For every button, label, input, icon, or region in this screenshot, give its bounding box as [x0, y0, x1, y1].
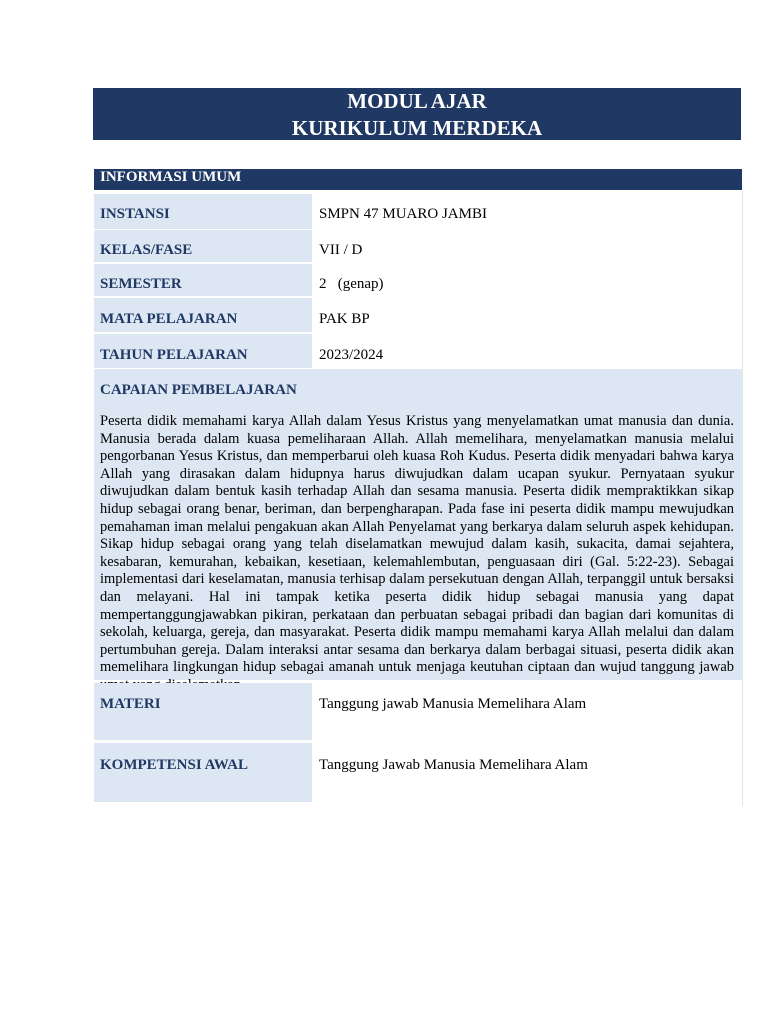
- info-row-tahun: [94, 334, 742, 368]
- kelas-label: KELAS/FASE: [94, 230, 312, 262]
- instansi-value: SMPN 47 MUARO JAMBI: [313, 194, 742, 229]
- kelas-value: VII / D: [313, 230, 742, 262]
- document-title-banner: [93, 88, 741, 140]
- semester-value: 2 (genap): [313, 264, 742, 296]
- kompetensi-label: KOMPETENSI AWAL: [94, 743, 312, 802]
- capaian-row: [94, 369, 742, 680]
- mapel-value: PAK BP: [313, 298, 742, 332]
- capaian-cell: [94, 369, 742, 680]
- table-right-border: [742, 190, 743, 806]
- info-row-mapel: [94, 298, 742, 332]
- kompetensi-row: [94, 743, 742, 802]
- tahun-value: 2023/2024: [313, 334, 742, 368]
- info-row-semester: [94, 264, 742, 296]
- info-row-kelas: [94, 230, 742, 262]
- kompetensi-value: Tanggung Jawab Manusia Memelihara Alam: [313, 743, 742, 802]
- instansi-label: INSTANSI: [94, 194, 312, 229]
- tahun-label: TAHUN PELAJARAN: [94, 334, 312, 368]
- capaian-label: CAPAIAN PEMBELAJARAN: [100, 382, 297, 398]
- materi-row: [94, 683, 742, 740]
- section-header-informasi-umum: INFORMASI UMUM: [94, 169, 742, 190]
- semester-label: SEMESTER: [94, 264, 312, 296]
- capaian-text: Peserta didik memahami karya Allah dalam Yesus Kristus yang menyelamatkan umat manusia dan dunia. Manusia berada dalam kuasa pemeliharaan Allah. Allah memelihara, menyelamatkan manusia melalui pengorbanan Yesus Kristus, dan memperbarui oleh kuasa Roh Kudus. Peserta didik menyadari bahwa karya Allah yang dirasakan dalam hidupnya harus diwujudkan dalam ucapan syukur. Pernyataan syukur diwujudkan dalam bentuk kasih terhadap Allah dan sesama manusia. Peserta didik mempraktikkan sikap hidup sebagai orang benar, beriman, dan berpengharapan. Pada fase ini peserta didik mampu mewujudkan pemahaman iman melalui pengakuan akan Allah Penyelamat yang berkarya dalam seluruh aspek kehidupan. Sikap hidup sebagai orang yang telah diselamatkan mewujud dalam kasih, sukacita, damai sejahtera, kesabaran, kemurahan, kebaikan, kesetiaan, kelemahlembutan, penguasaan diri (Gal. 5:22-23). Sebagai implementasi dari keselamatan, manusia terhisap dalam persekutuan dengan Allah, terpanggil untuk bersaksi dan melayani. Hal ini tampak ketika peserta didik hidup sebagai manusia yang dapat mempertanggungjawabkan pikiran, perkataan dan perbuatan sebagai pribadi dan bagian dari komunitas di sekolah, keluarga, gereja, dan masyarakat. Peserta didik mampu memahami karya Allah melalui dan dalam pertumbuhan gereja. Dalam interaksi antar sesama dan berkarya dalam berbagai situasi, peserta didik akan memelihara lingkungan hidup sebagai amanah untuk menjaga keutuhan ciptaan dan wujud tanggung jawab: [100, 413, 734, 676]
- materi-label: MATERI: [94, 683, 312, 740]
- document-title-line1: MODUL AJAR: [347, 89, 487, 113]
- document-title-line2: KURIKULUM MERDEKA: [291, 116, 543, 140]
- mapel-label: MATA PELAJARAN: [94, 298, 312, 332]
- materi-value: Tanggung jawab Manusia Memelihara Alam: [313, 683, 742, 740]
- info-row-instansi: [94, 194, 742, 229]
